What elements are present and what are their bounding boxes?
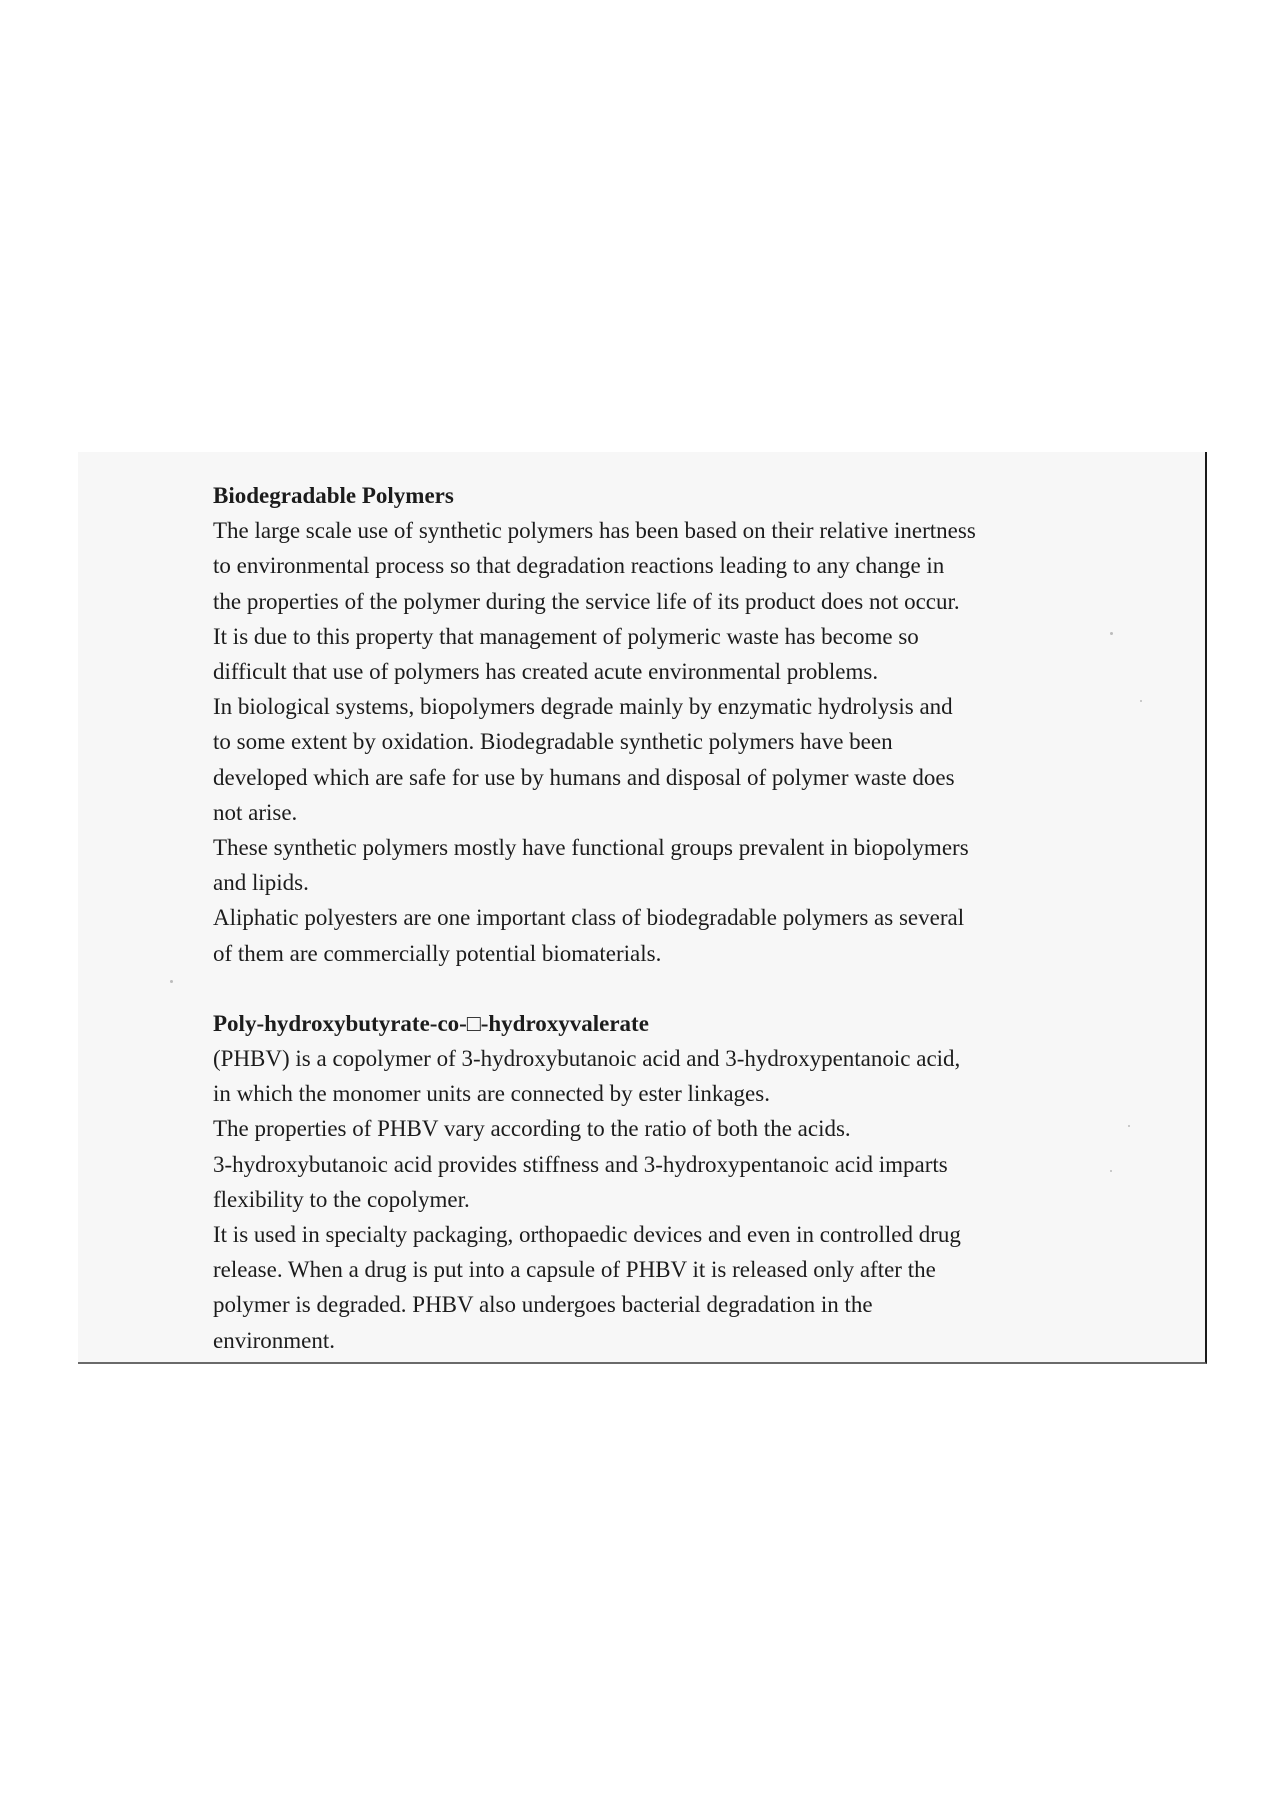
- paragraph-line: environment.: [213, 1327, 335, 1353]
- paragraph-line: It is due to this property that management of polymeric waste has become so: [213, 623, 919, 649]
- paragraph-line: Aliphatic polyesters are one important class of biodegradable polymers as several: [213, 905, 965, 931]
- paragraph-line: of them are commercially potential biomaterials.: [213, 940, 662, 966]
- section-heading-biodegradable-polymers: Biodegradable Polymers: [213, 483, 454, 508]
- paragraph-line: the properties of the polymer during the service life of its product does not occur.: [213, 588, 960, 614]
- paragraph-line: polymer is degraded. PHBV also undergoes bacterial degradation in the: [213, 1292, 873, 1318]
- paragraph-line: These synthetic polymers mostly have functional groups prevalent in biopolymers: [213, 835, 969, 861]
- section-heading-phbv: Poly-hydroxybutyrate-co-□-hydroxyvalerate: [213, 1010, 649, 1036]
- paragraph-line: to environmental process so that degradation reactions leading to any change in: [213, 553, 945, 579]
- paragraph-line: to some extent by oxidation. Biodegradable synthetic polymers have been: [213, 729, 893, 755]
- paragraph-line: release. When a drug is put into a capsule of PHBV it is released only after the: [213, 1257, 936, 1283]
- paragraph-line: flexibility to the copolymer.: [213, 1186, 470, 1212]
- paragraph-line: and lipids.: [213, 870, 309, 896]
- paragraph-line: The properties of PHBV vary according to the ratio of both the acids.: [213, 1116, 851, 1142]
- scan-speck: [170, 980, 173, 983]
- section-spacer: [213, 971, 1143, 1006]
- paragraph-line: In biological systems, biopolymers degrade mainly by enzymatic hydrolysis and: [213, 694, 953, 720]
- document-body: [213, 478, 1143, 1358]
- paragraph-line: (PHBV) is a copolymer of 3-hydroxybutanoic acid and 3-hydroxypentanoic acid,: [213, 1046, 961, 1072]
- paragraph-line: in which the monomer units are connected by ester linkages.: [213, 1081, 770, 1107]
- paragraph-line: developed which are safe for use by humans and disposal of polymer waste does: [213, 764, 955, 790]
- paragraph-line: difficult that use of polymers has created acute environmental problems.: [213, 659, 879, 685]
- paragraph-line: The large scale use of synthetic polymers has been based on their relative inertness: [213, 518, 976, 544]
- paragraph-line: It is used in specialty packaging, orthopaedic devices and even in controlled drug: [213, 1222, 961, 1248]
- paragraph-line: 3-hydroxybutanoic acid provides stiffness and 3-hydroxypentanoic acid imparts: [213, 1151, 948, 1177]
- paragraph-line: not arise.: [213, 799, 298, 825]
